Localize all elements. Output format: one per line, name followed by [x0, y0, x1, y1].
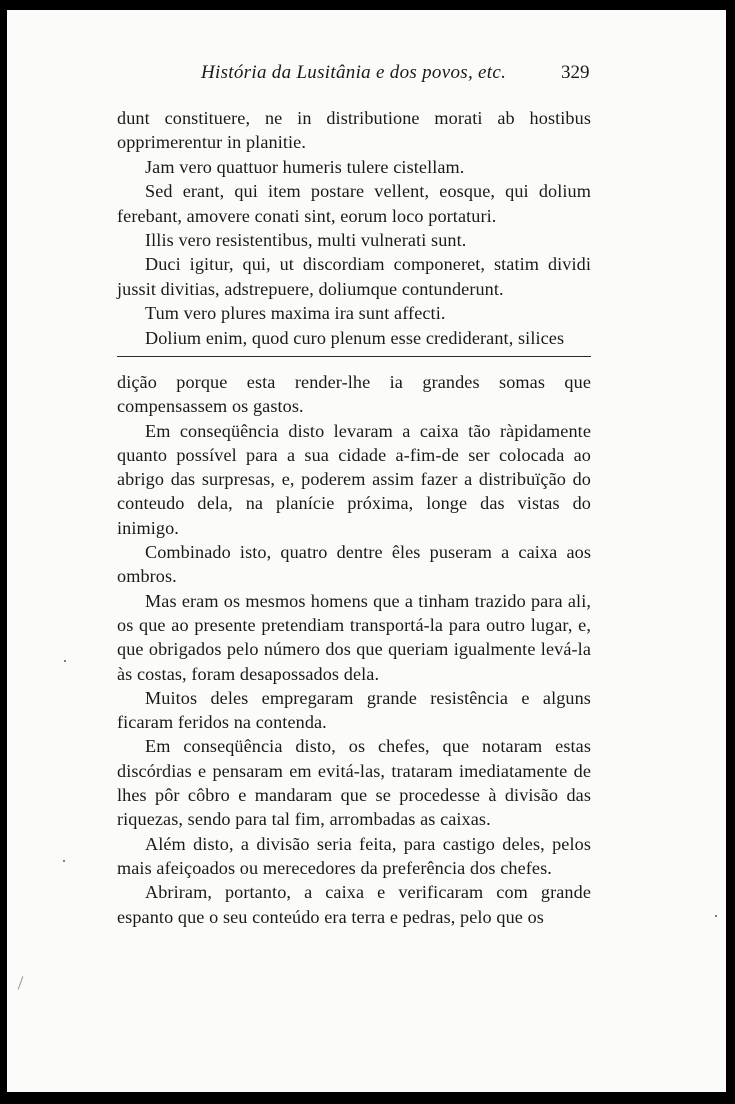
paper-speck: [63, 860, 65, 862]
latin-paragraph: Dolium enim, quod curo plenum esse crediderant, silices: [145, 327, 565, 348]
running-title: História da Lusitânia e dos povos, etc.: [201, 62, 507, 83]
latin-paragraph: Illis vero resistentibus, multi vulnerati sunt.: [145, 230, 467, 251]
latin-paragraph: Sed erant, qui item postare vellent, eosque, qui dolium ferebant, amovere conati sint, eorum loco portaturi.: [117, 181, 591, 226]
portuguese-paragraph: Muitos deles empregaram grande resistência e alguns ficaram feridos na contenda.: [117, 687, 591, 733]
portuguese-paragraph: dição porque esta render-lhe ia grandes somas que compensassem os gastos.: [117, 372, 591, 417]
section-divider: [117, 356, 591, 357]
paper-speck: [18, 976, 24, 989]
book-page: [7, 10, 726, 1092]
page-header: [7, 62, 726, 92]
portuguese-paragraph: Em conseqüência disto levaram a caixa tão ràpidamente quanto possível para a sua cidade a-fim-de ser colocada ao abrigo das surpresas, e, poderem assim fazer a distribuïção do conteudo dela, na planície próxima, longe das vistas do inimigo.: [117, 420, 591, 538]
latin-paragraph: Tum vero plures maxima ira sunt affecti.: [145, 303, 446, 324]
portuguese-paragraph: Em conseqüência disto, os chefes, que notaram estas discórdias e pensaram em evitá-las, trataram imediatamente de lhes pôr côbro e mandaram que se procedesse à divisão das riquezas, sendo para tal fim, arrombadas as caixas.: [117, 736, 591, 830]
paper-speck: [64, 660, 66, 662]
portuguese-paragraph: Combinado isto, quatro dentre êles puseram a caixa aos ombros.: [117, 542, 591, 587]
latin-paragraph: Duci igitur, qui, ut discordiam componeret, statim dividi jussit divitias, adstrepuere, doliumque contunderunt.: [117, 254, 591, 299]
page-number: 329: [561, 62, 590, 83]
portuguese-text-block: [117, 370, 591, 929]
latin-text-block: [117, 106, 591, 350]
latin-paragraph: dunt constituere, ne in distributione morati ab hostibus opprimerentur in planitie.: [117, 108, 591, 153]
portuguese-paragraph: Mas eram os mesmos homens que a tinham trazido para ali, os que ao presente pretendiam transportá-la para outro lugar, e, que obrigados pelo número dos que queriam igualmente levá-la às costas, foram desapossados dela.: [117, 590, 591, 684]
portuguese-paragraph: Além disto, a divisão seria feita, para castigo deles, pelos mais afeiçoados ou merecedores da preferência dos chefes.: [117, 833, 591, 878]
latin-paragraph: Jam vero quattuor humeris tulere cistellam.: [145, 156, 465, 177]
portuguese-paragraph: Abriram, portanto, a caixa e verificaram com grande espanto que o seu conteúdo era terra e pedras, pelo que os: [117, 882, 591, 927]
paper-speck: [715, 915, 717, 917]
